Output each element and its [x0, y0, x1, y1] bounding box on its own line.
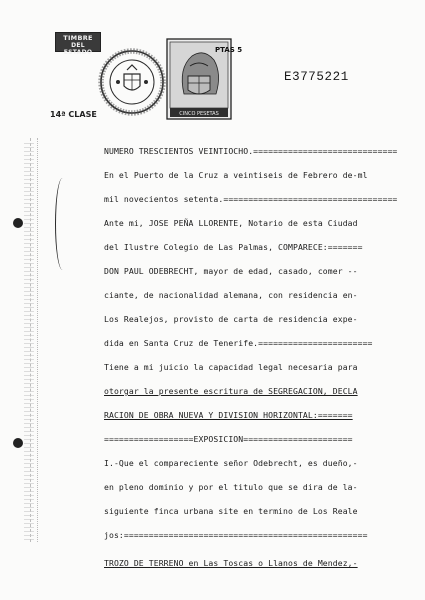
deed-line-2: En el Puerto de la Cruz a veintiseis de Febrero de-ml [104, 170, 368, 180]
timbre-line-2: DEL ESTADO [63, 42, 93, 56]
revenue-stamp-icon [166, 38, 243, 120]
deed-line-14: I.-Que el compareciente señor Odebrecht, es dueño,- [104, 458, 358, 468]
revenue-value: PTAS 5 [215, 46, 243, 54]
margin-perforation [24, 140, 34, 540]
deed-line-16: siguiente finca urbana site en termino de Los Reale [104, 506, 358, 516]
notary-seal-icon [98, 48, 166, 116]
clase-label: 14ª CLASE [50, 110, 97, 119]
deed-line-7: ciante, de nacionalidad alemana, con residencia en- [104, 290, 358, 300]
deed-line-1: NUMERO TRESCIENTOS VEINTIOCHO.============================= [104, 146, 398, 156]
ink-blot [13, 438, 23, 448]
deed-line-5: del Ilustre Colegio de Las Palmas, COMPARECE:======= [104, 242, 363, 252]
serial-number: E3775221 [284, 70, 349, 84]
deed-line-4: Ante mi, JOSE PEÑA LLORENTE, Notario de esta Ciudad [104, 218, 358, 228]
ink-blot [13, 218, 23, 228]
deed-line-10: Tiene a mi juicio la capacidad legal necesaria para [104, 362, 358, 372]
deed-line-17: jos:================================================= [104, 530, 368, 540]
deed-line-6: DON PAUL ODEBRECHT, mayor de edad, casado, comer -- [104, 266, 358, 276]
handwritten-bracket [55, 178, 70, 270]
deed-line-18: TROZO DE TERRENO en Las Toscas o Llanos de Mendez,- [104, 558, 358, 568]
deed-line-11: otorgar la presente escritura de SEGREGACION, DECLA [104, 386, 358, 396]
deed-line-3: mil novecientos setenta.=================================== [104, 194, 398, 204]
deed-line-12: RACION DE OBRA NUEVA Y DIVISION HORIZONTAL:======= [104, 410, 353, 420]
revenue-footer: CINCO PESETAS [179, 111, 219, 117]
timbre-line-1: TIMBRE [63, 34, 93, 42]
timbre-del-estado-stamp [55, 32, 101, 56]
deed-line-9: dida en Santa Cruz de Tenerife.======================= [104, 338, 373, 348]
deed-line-15: en pleno dominio y por el titulo que se dira de la- [104, 482, 358, 492]
exposicion-heading: ==================EXPOSICION====================== [104, 434, 353, 444]
deed-line-8: Los Realejos, provisto de carta de residencia expe- [104, 314, 358, 324]
